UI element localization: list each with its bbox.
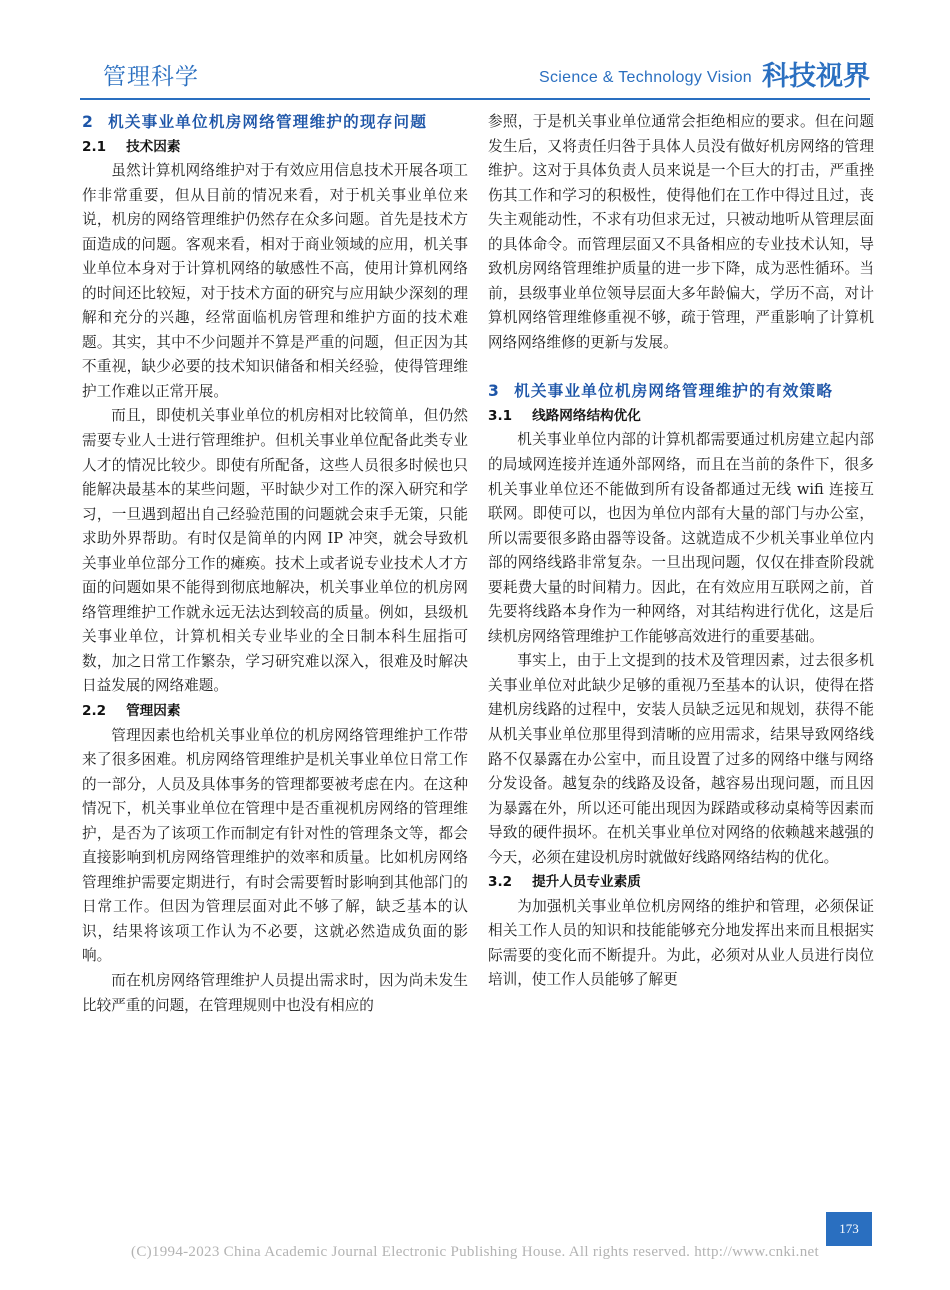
journal-title-zh: 科技视界 <box>762 61 870 92</box>
header-rule <box>80 98 870 100</box>
subsection-heading-2-2: 2.2 管理因素 <box>82 703 181 720</box>
subsection-heading-2-1: 2.1 技术因素 <box>82 138 181 155</box>
paragraph: 而在机房网络管理维护人员提出需求时，因为尚未发生比较严重的问题，在管理规则中也没有相应的 <box>82 972 468 1014</box>
subsection-heading-3-1: 3.1 线路网络结构优化 <box>488 407 641 424</box>
paragraph: 机关事业单位内部的计算机都需要通过机房建立起内部的局域网连接并连通外部网络，而且在当前的条件下，很多机关事业单位还不能做到所有设备都通过无线 wifi 连接互联网。即使可以，也因为单位内部有大量的部门与办公室，所以需要很多路由器等设备。这就造成不少机关事业单位内部的网络线路非常复杂。一旦出现问题，仅仅在排查阶段就要耗费大量的时间精力。因此，在有效应用互联网之前，首先要将线路本身作为一种网络，对其结构进行优化，这是后续机房网络管理维护工作能够高效进行的重要基础。 <box>488 431 874 645</box>
right-column <box>488 110 874 993</box>
paragraph: 为加强机关事业单位机房网络的维护和管理，必须保证相关工作人员的知识和技能能够充分地发挥出来而且根据实际需要的变化而不断提升。为此，必须对从业人员进行岗位培训，使工作人员能够了解更 <box>488 897 874 989</box>
paragraph: 事实上，由于上文提到的技术及管理因素，过去很多机关事业单位对此缺少足够的重视乃至基本的认识，使得在搭建机房线路的过程中，安装人员缺乏远见和规划，获得不能从机关事业单位那里得到清晰的应用需求，结果导致网络线路不仅暴露在办公室中，而且设置了过多的网络中继与网络分发设备。越复杂的线路及设备，越容易出现问题，而且因为暴露在外，所以还可能出现因为踩踏或移动桌椅等因素而导致的硬件损坏。在机关事业单位对网络的依赖越来越强的今天，必须在建设机房时就做好线路网络结构的优化。 <box>488 652 874 866</box>
paragraph: 管理因素也给机关事业单位的机房网络管理维护工作带来了很多困难。机房网络管理维护是机关事业单位日常工作的一部分，人员及具体事务的管理都要被考虑在内。在这种情况下，机关事业单位在管理中是否重视机房网络的管理维护，是否为了该项工作而制定有针对性的管理条文等，都会直接影响到机房网络管理维护的效率和质量。比如机房网络管理维护需要定期进行，有时会需要暂时影响到其他部门的日常工作。但因为管理层面对此不够了解，缺乏基本的认识，结果将该项工作认为不必要，这就必然造成负面的影响。 <box>82 726 468 965</box>
section-heading-2: 2 机关事业单位机房网络管理维护的现存问题 <box>82 113 428 131</box>
copyright-footer: (C)1994-2023 China Academic Journal Electronic Publishing House. All rights reserved. http://www.cnki.net <box>131 1244 819 1260</box>
page-number: 173 <box>826 1212 872 1246</box>
subsection-heading-3-2: 3.2 提升人员专业素质 <box>488 874 641 891</box>
left-column <box>82 110 468 1018</box>
running-head-section: 管理科学 <box>103 64 199 90</box>
journal-title <box>539 54 870 93</box>
paragraph-continued: 参照，于是机关事业单位通常会拒绝相应的要求。但在问题发生后，又将责任归咎于具体人员没有做好机房网络的管理维护。这对于具体负责人员来说是一个巨大的打击，严重挫伤其工作和学习的积极性，使得他们在工作中得过且过，丧失主观能动性，不求有功但求无过，只被动地听从管理层面的具体命令。而管理层面又不具备相应的专业技术认知，导致机房网络管理维护质量的进一步下降，成为恶性循环。当前，县级事业单位领导层面大多年龄偏大，学历不高，对计算机网络管理维修重视不够，疏于管理，严重影响了计算机网络网络维修的更新与发展。 <box>488 113 874 351</box>
paragraph: 而且，即使机关事业单位的机房相对比较简单，但仍然需要专业人士进行管理维护。但机关事业单位配备此类专业人才的情况比较少。即使有所配备，这些人员很多时候也只能解决最基本的某些问题，平时缺少对工作的深入研究和学习，一旦遇到超出自己经验范围的问题就会束手无策，只能求助外界帮助。有时仅是简单的内网 IP 冲突，就会导致机关事业单位部分工作的瘫痪。技术上或者说专业技术人才方面的问题如果不能得到彻底地解决，机关事业单位的机房网络管理维护工作就永远无法达到较高的质量。例如，县级机关事业单位，计算机相关专业毕业的全日制本科生屈指可数，加之日常工作繁杂，学习研究难以深入，很难及时解决日益发展的网络难题。 <box>82 407 468 695</box>
journal-title-en: Science & Technology Vision <box>539 69 752 86</box>
paragraph: 虽然计算机网络维护对于有效应用信息技术开展各项工作非常重要，但从目前的情况来看，对于机关事业单位来说，机房的网络管理维护仍然存在众多问题。首先是技术方面造成的问题。客观来看，相对于商业领域的应用，机关事业单位本身对于计算机网络的敏感性不高，使用计算机网络的时间还比较短，对于技术方面的研究与应用缺少深刻的理解和充分的兴趣，经常面临机房管理和维护方面的技术难题。其实，其中不少问题并不算是严重的问题，但正因为其不重视，缺少必要的技术知识储备和相关经验，使得管理维护工作难以正常开展。 <box>82 162 468 400</box>
section-heading-3: 3 机关事业单位机房网络管理维护的有效策略 <box>488 382 834 401</box>
